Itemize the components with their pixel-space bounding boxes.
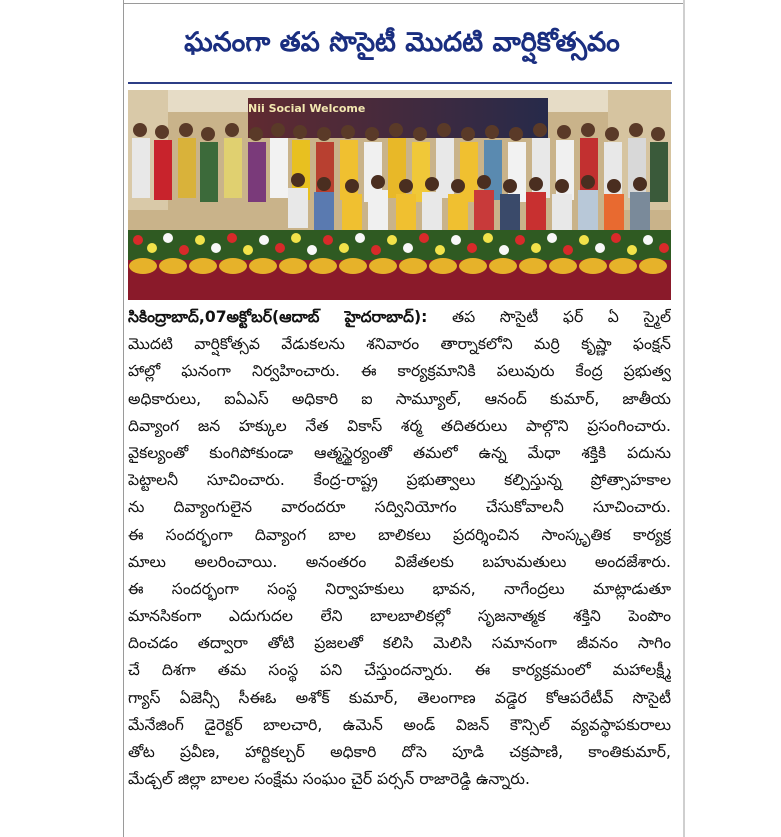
article-line: చే దిశగా తమ సంస్థ పని చేస్తుందన్నారు. ఈ కార్యక్రమంలో మహాలక్ష్మీ (128, 661, 671, 680)
article-line: తప సొసైటీ ఫర్ ఏ స్మైల్ (427, 308, 671, 326)
article-line: గ్యాస్ ఏజెన్సీ సీఈఓ అశోక్ కుమార్, తెలంగాణ వడ్డెర కోఆపరేటీవ్ సొసైటీ (128, 688, 671, 707)
article-line: మేడ్చల్ జిల్లా బాలల సంక్షేమ సంఘం చైర్ పర్సన్ రాజారెడ్డి ఉన్నారు. (128, 770, 530, 789)
article-line: మాలు అలరించాయి. అనంతరం విజేతలకు బహుమతులు అందజేశారు. (128, 552, 671, 571)
article-line: మొదటి వార్షికోత్సవ వేడుకలను శనివారం తార్నాకలోని మర్రి కృష్ణా ఫంక్షన్ (128, 335, 671, 354)
article-line: తోట ప్రవీణ, హార్టికల్చర్ అధికారి దోసె పూడి చక్రపాణి, కాంతికుమార్, (128, 743, 671, 761)
article-headline: ఘనంగా తప సొసైటీ మొదటి వార్షికోత్సవం (184, 27, 620, 58)
article-line: ఈ సందర్భంగా సంస్థ నిర్వాహకులు భావన, నాగేంద్రలు మాట్లాడుతూ (128, 579, 671, 598)
article-line: దివ్యాంగ జన హక్కుల నేత వికాస్ శర్మ తదితరులు పాల్గొని ప్రసంగించారు. (128, 416, 671, 435)
article-line: వైకల్యంతో కుంగిపోకుండా ఆత్మస్థైర్యంతో తమలో ఉన్న మేధా శక్తికి పదును (128, 443, 671, 462)
photo-banner-text: Nii Social Welcome (248, 102, 366, 115)
article-dateline: సికింద్రాబాద్,07అక్టోబర్(ఆదాబ్ హైదరాబాద్): (128, 308, 428, 326)
article-line: ఈ సందర్భంగా దివ్యాంగ బాల బాలికలు ప్రదర్శించిన సాంస్కృతిక కార్యక్ర (128, 525, 671, 544)
article-line: దించడం తద్వారా తోటి ప్రజలతో కలిసి మెలిసి సమానంగా జీవనం సాగిం (128, 634, 671, 653)
article-line: అధికారులు, ఐఏఎస్ అధికారి ఐ సామ్యూల్, ఆనంద్ కుమార్, జాతీయ (128, 389, 671, 408)
page-rule-top (123, 3, 685, 4)
page-rule-right (683, 0, 685, 837)
page-rule-left (123, 0, 124, 837)
article-body (128, 304, 671, 793)
article-line: పెట్టాలనీ సూచించారు. కేంద్ర-రాష్ట్ర ప్రభుత్వాలు కల్పిస్తున్న ప్రోత్సాహకాల (128, 471, 671, 490)
article-line: ను దివ్యాంగులైన వారందరూ సద్వినియోగం చేసుకోవాలనీ సూచించారు. (128, 498, 671, 517)
headline-underline (128, 82, 672, 84)
article-line: మానసికంగా ఎదుగుదల లేని బాలబాలికల్లో సృజనాత్మక శక్తిని పెంపొం (128, 607, 671, 626)
group-photo (128, 90, 671, 300)
article-line: హాల్లో ఘనంగా నిర్వహించారు. ఈ కార్యక్రమానికి పలువురు కేంద్ర ప్రభుత్వ (128, 362, 671, 381)
article-line: మేనేజింగ్ డైరెక్టర్ బాలచారి, ఉమెన్ అండ్ విజన్ కౌన్సిల్ వ్యవస్థాపకురాలు (128, 715, 671, 734)
